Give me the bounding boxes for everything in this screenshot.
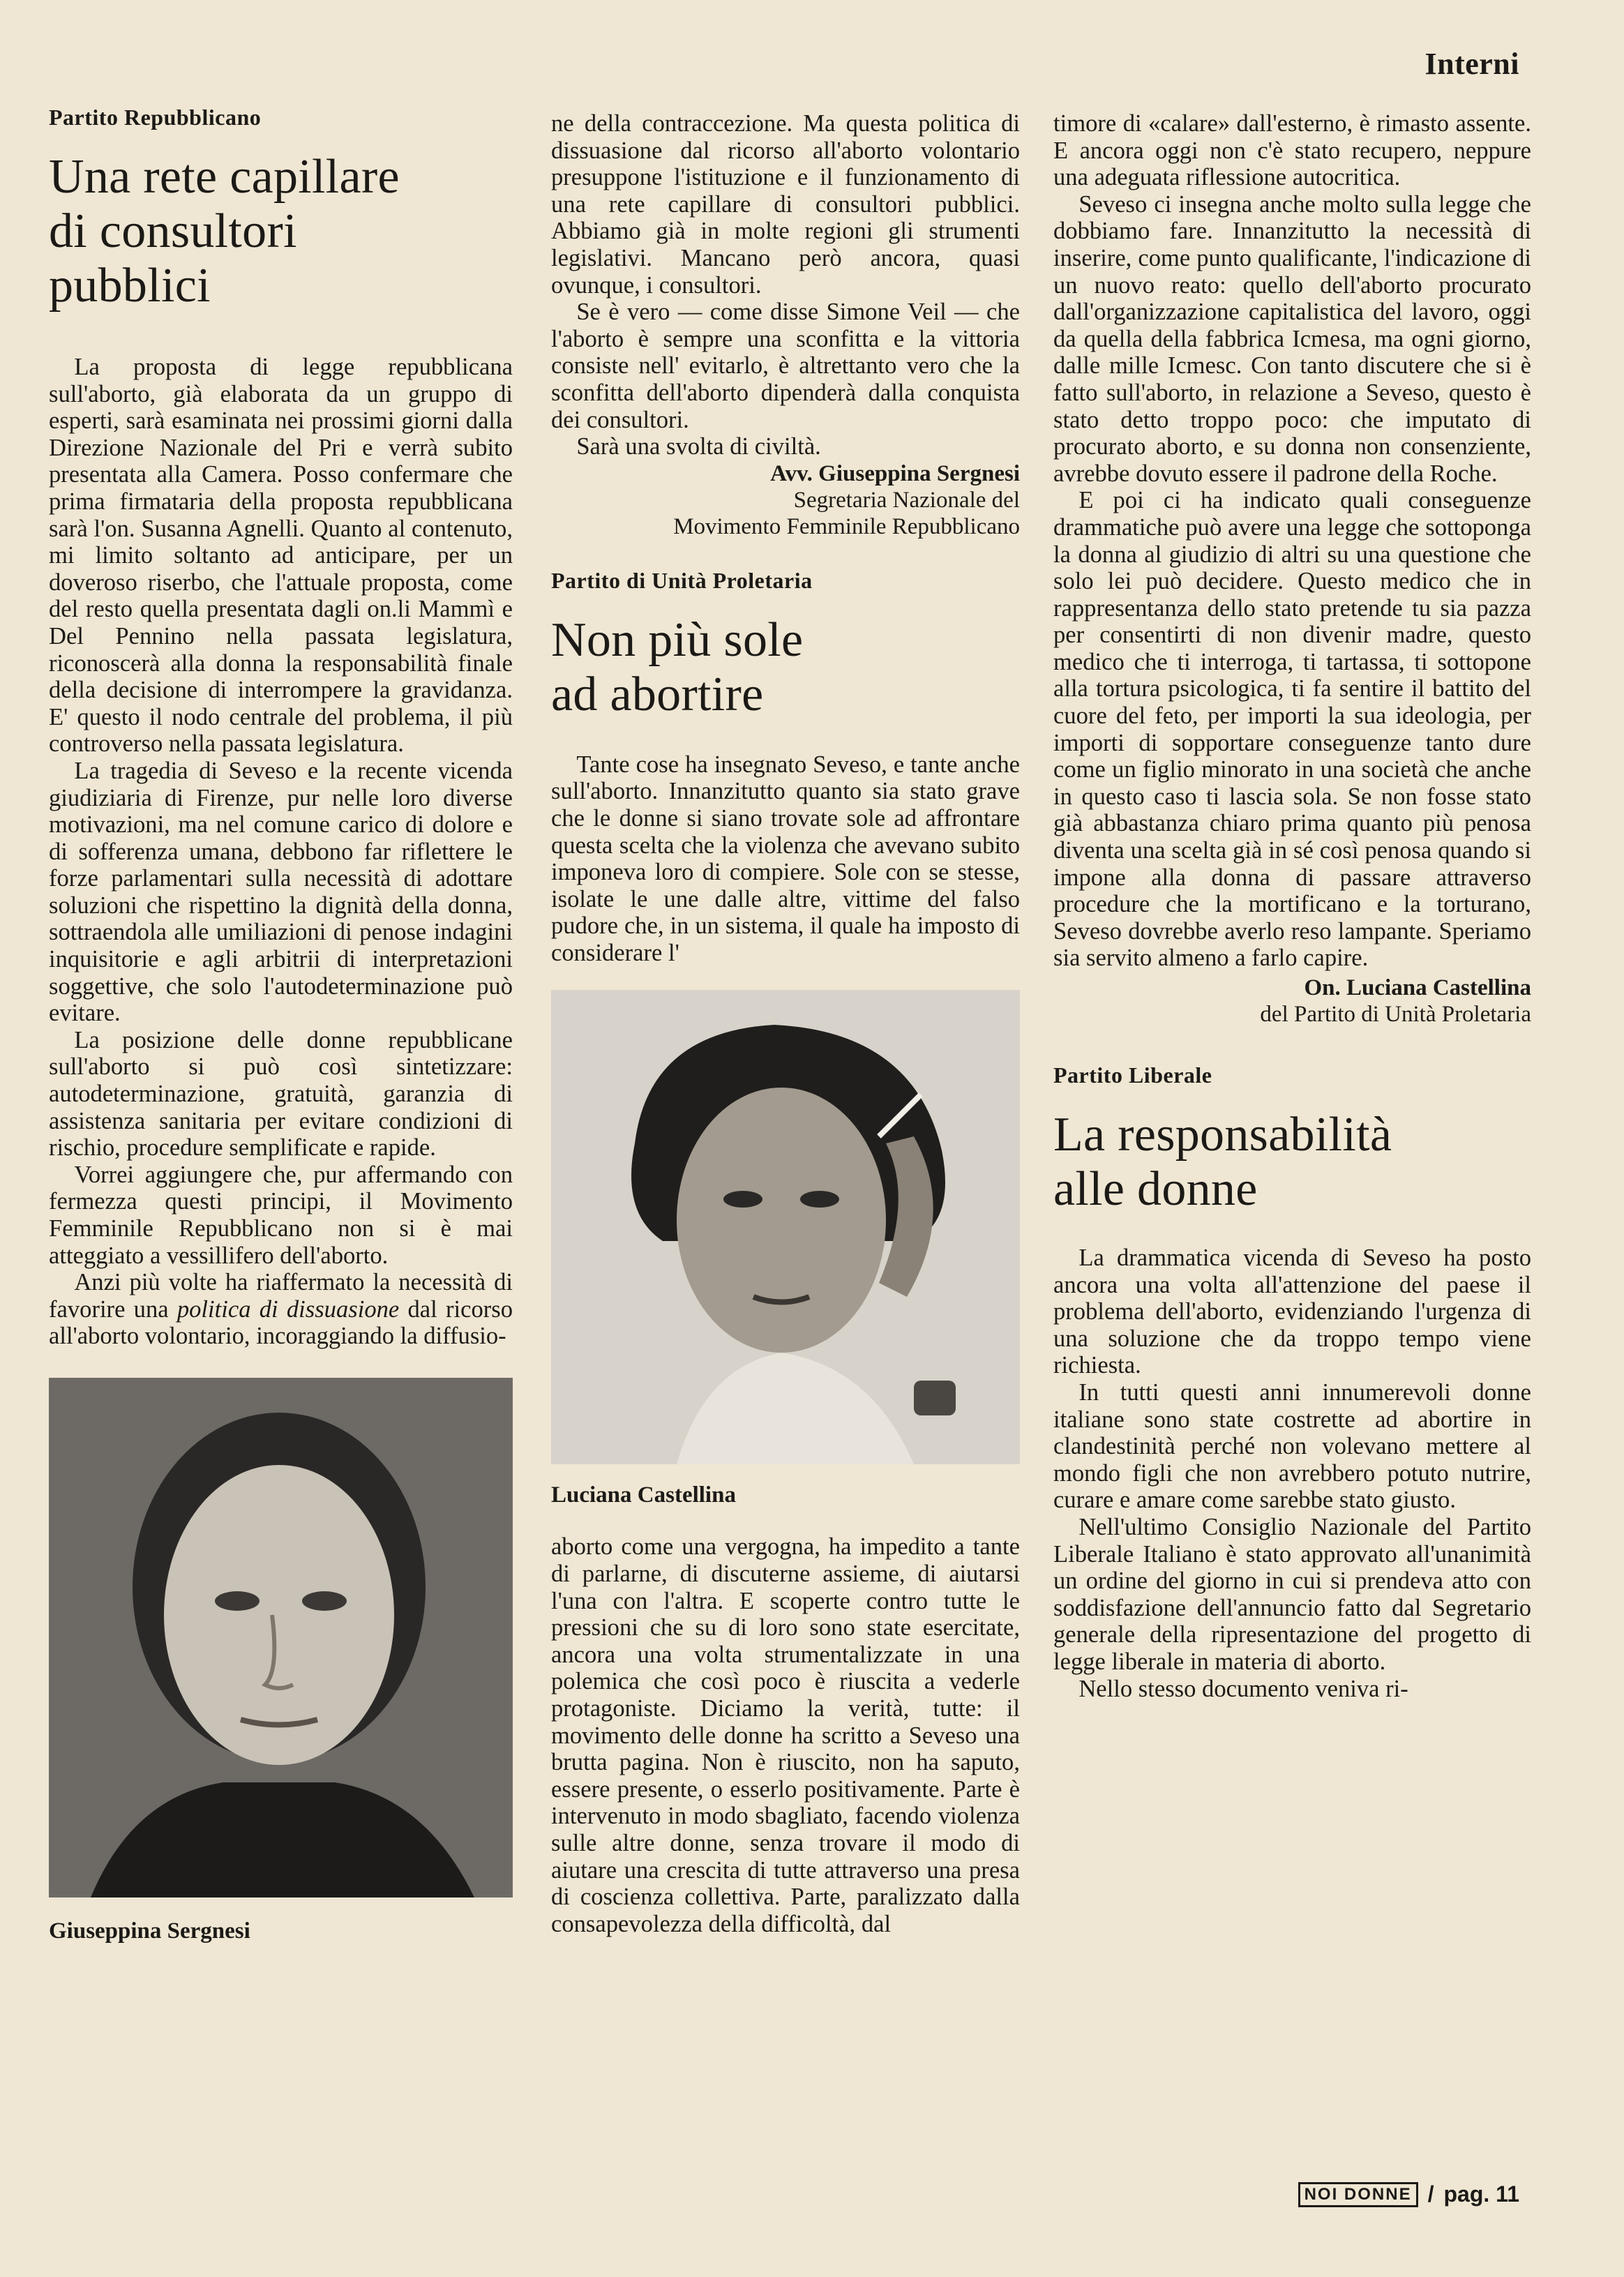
paragraph: E poi ci ha indicato quali conseguenze drammatiche può avere una legge che sottoponga la donna al giudizio di altri su una questione che solo lei può decidere. Questo medico che in rappresentanza dello stato pretende tu sia pazza per consentirti di non divenir madre, questo medico che ti interroga, ti tartassa, ti sottopone alla tortura psicologica, ti fa sentire il battito del cuore del feto, per importi la sua ideologia, per importi di sopportare conseguenze tanto dure come un figlio minorato in una società che anche in questo caso ti lascia sola. Se non fosse stato già abbastanza chiaro prima quanto più penosa diventa una scelta già in sé così penosa quando si impone alla donna di passare attraverso procedure che la mortificano e la torturano, Seveso dovrebbe averlo reso lampante. Speriamo sia servito almeno a farlo capire.: [1053, 487, 1531, 972]
paragraph: Vorrei aggiungere che, pur affermando con fermezza questi principi, il Movimento Femminile Repubblicano non si è mai atteggiato a vessillifero dell'aborto.: [49, 1161, 513, 1269]
paragraph: In tutti questi anni innumerevoli donne italiane sono state costrette ad abortire in clandestinità perché non volevano mettere al mondo figli che non avrebbero potuto nutrire, curare e amare come sarebbe stato giusto.: [1053, 1378, 1531, 1514]
headline-line: ad abortire: [551, 667, 764, 721]
signature-role: del Partito di Unità Proletaria: [1260, 1002, 1531, 1027]
headline-line: La responsabilità: [1053, 1108, 1392, 1162]
article1-continuation: [551, 110, 1020, 460]
article1-headline: [49, 150, 513, 313]
page-footer: [1298, 2181, 1519, 2207]
paragraph: Tante cose ha insegnato Seveso, e tante anche sull'aborto. Innanzitutto quanto sia stato grave che le donne si siano trovate sole ad affrontare questa scelta che la violenza che avevano subito imponeva loro di compiere. Sole con se stesse, isolate le une dalle altre, vittime del falso pudore che, in un sistema, il quale ha imposto di considerare l': [551, 751, 1020, 966]
article3-body: [1053, 1245, 1531, 1702]
article1-signature: [551, 460, 1020, 540]
article2-body: [551, 751, 1020, 967]
italic-text: politica di dissuasione: [176, 1295, 400, 1323]
footer-separator: /: [1427, 2181, 1434, 2207]
headline-line: pubblici: [49, 259, 211, 313]
column-3: [1053, 110, 1531, 1702]
paragraph: aborto come una vergogna, ha impedito a tante di parlarne, di discuterne assieme, di aiutarsi l'una con l'altra. E scoperte contro tutte le pressioni che su di loro sono state esercitate, ancora una volta strumentalizzate in una polemica che così poco è riuscita a vederle protagoniste. Diciamo la verità, tutte: il movimento delle donne ha scritto a Seveso una brutta pagina. Non è riuscito, non ha saputo, essere presente, o esserlo positivamente. Parte è intervenuto in modo sbagliato, facendo violenza sulle altre donne, senza trovare il modo di aiutare una crescita di tutte attraverso una presa di coscienza collettiva. Parte, paralizzato dalla consapevolezza della difficoltà, dal: [551, 1533, 1020, 1937]
paragraph: La proposta di legge repubblicana sull'aborto, già elaborata da un gruppo di esperti, sarà esaminata nei prossimi giorni dalla Direzione Nazionale del Pri e verrà subito presentata alla Camera. Posso confermare che prima firmataria della proposta repubblicana sarà l'on. Susanna Agnelli. Quanto al contenuto, mi limito soltanto ad anticipare, per un doveroso riserbo, che l'attuale proposta, come del resto quella presentata dagli on.li Mammì e Del Pennino nella passata legislatura, riconoscerà alla donna la responsabilità finale della decisione di interrompere la gravidanza. E' questo il nodo centrale del problema, il più controverso nella passata legislatura.: [49, 354, 513, 758]
headline-line: Una rete capillare: [49, 150, 400, 204]
article3-kicker: Partito Liberale: [1053, 1062, 1212, 1088]
article2-column3: [1053, 110, 1531, 972]
paragraph: ne della contraccezione. Ma questa politica di dissuasione dal ricorso all'aborto volontario presuppone l'istituzione e il funzionamento di una rete capillare di consultori pubblici. Abbiamo già in molte regioni gli strumenti legislativi. Mancano però ancora, quasi ovunque, i consultori.: [551, 110, 1020, 299]
paragraph: Nell'ultimo Consiglio Nazionale del Partito Liberale Italiano è stato approvato all'unanimità un ordine del giorno in cui si prendeva atto con soddisfazione dell'annuncio fatto dal Segretario generale della ripresentazione del progetto di legge liberale in materia di aborto.: [1053, 1513, 1531, 1675]
signature-role: Segretaria Nazionale del: [793, 487, 1020, 513]
paragraph: Se è vero — come disse Simone Veil — che l'aborto è sempre una sconfitta e la vittoria consiste nell' evitarlo, è altrettanto vero che la sconfitta dell'aborto dipenderà dalla conquista dei consultori.: [551, 299, 1020, 433]
paragraph: La tragedia di Seveso e la recente vicenda giudiziaria di Firenze, pur nelle loro diverse motivazioni, ma nel comune carico di dolore e di sofferenza umana, debbono far riflettere le forze parlamentari sulla necessità di adottare soluzioni che rispettino la dignità della donna, sottraendola alle umiliazioni di penose indagini inquisitorie e agli arbitrii di interpretazioni soggettive, che solo l'autodeterminazione può evitare.: [49, 757, 513, 1027]
magazine-logo: NOI DONNE: [1298, 2182, 1418, 2207]
paragraph: La posizione delle donne repubblicane sull'aborto si può così sintetizzare: autodeterminazione, gratuità, garanzia di assistenza sanitaria per evitare condizioni di rischio, procedure semplificate e rapide.: [49, 1026, 513, 1162]
paragraph: timore di «calare» dall'esterno, è rimasto assente. E ancora oggi non c'è stato recupero, neppure una adeguata riflessione autocritica.: [1053, 110, 1531, 191]
page-number: pag. 11: [1443, 2181, 1519, 2207]
paragraph: La drammatica vicenda di Seveso ha posto ancora una volta all'attenzione del paese il problema dell'aborto, evidenziando l'urgenza di una soluzione che da troppo tempo viene richiesta.: [1053, 1245, 1531, 1379]
article2-signature: [1053, 975, 1531, 1028]
column-2: [551, 110, 1020, 1937]
headline-line: di consultori: [49, 204, 297, 258]
article3-headline: [1053, 1108, 1531, 1217]
headline-line: Non più sole: [551, 613, 804, 667]
text-run: Anzi più volte ha riaffermato la necessità di favorire una: [49, 1269, 513, 1323]
paragraph: [49, 1269, 513, 1350]
article2-kicker: Partito di Unità Proletaria: [551, 567, 813, 593]
photo-caption: Luciana Castellina: [551, 1482, 736, 1508]
portrait-illustration: [551, 990, 1020, 1464]
article2-continuation: [551, 1533, 1020, 1937]
photo-luciana-castellina: [551, 990, 1020, 1464]
text-run: dal ricorso all'aborto volontario, incoraggiando la diffusio-: [49, 1295, 513, 1350]
signature-role: Movimento Femminile Repubblicano: [673, 513, 1020, 539]
paragraph: Nello stesso documento veniva ri-: [1078, 1675, 1408, 1702]
section-tag: Interni: [1424, 47, 1519, 81]
article1-kicker: Partito Repubblicano: [49, 105, 262, 130]
paragraph: Seveso ci insegna anche molto sulla legge che dobbiamo fare. Innanzitutto la necessità di inserire, come punto qualificante, l'indicazione di un nuovo reato: quello dell'aborto procurato dall'organizzazione capitalistica del lavoro, oggi da quella della fabbrica Icmesa, ma ogni giorno, dalle mille Icmesc. Con tanto discutere che si è fatto sull'aborto, in relazione a Seveso, questo è stato detto troppo poco: che imputato di procurato aborto, e su donna non consenziente, avrebbe dovuto essere il padrone della Roche.: [1053, 190, 1531, 487]
article2-headline: [551, 613, 1020, 722]
photo-caption: Giuseppina Sergnesi: [49, 1918, 250, 1944]
article1-body: [49, 354, 513, 1350]
column-1: [49, 105, 513, 1944]
paragraph: Sarà una svolta di civiltà.: [576, 433, 821, 460]
portrait-illustration: [49, 1378, 513, 1898]
signature-name: On. Luciana Castellina: [1304, 975, 1531, 1000]
signature-name: Avv. Giuseppina Sergnesi: [770, 460, 1020, 486]
photo-giuseppina-sergnesi: [49, 1378, 513, 1898]
headline-line: alle donne: [1053, 1162, 1258, 1216]
